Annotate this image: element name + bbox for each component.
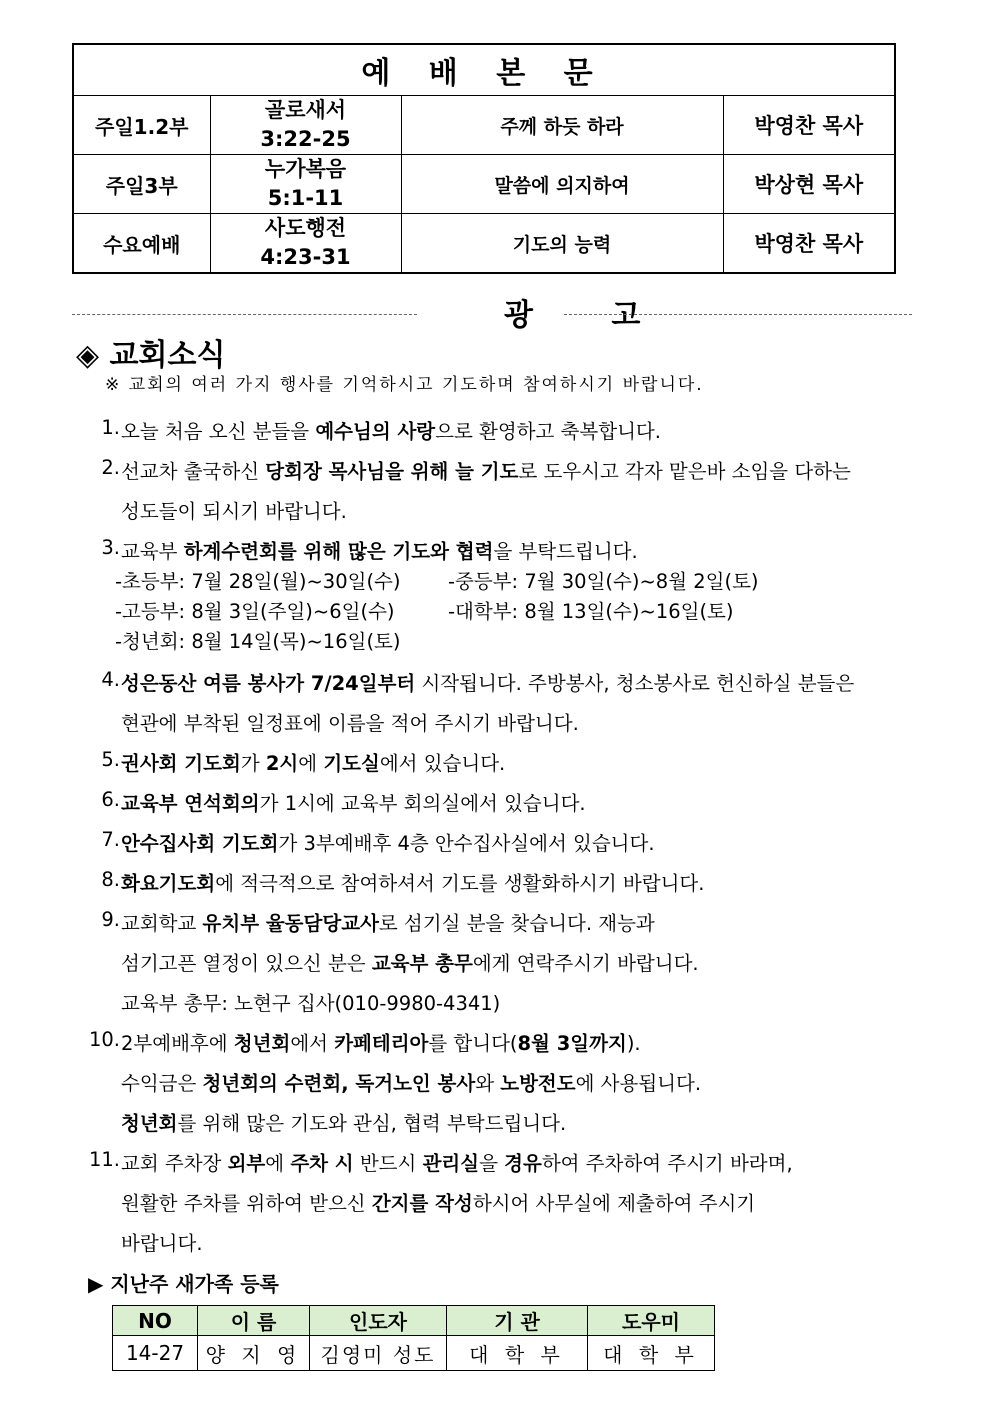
scripture-book: 누가복음 [264, 157, 347, 181]
col-header: NO [113, 1306, 198, 1336]
dashed-divider-right [564, 314, 912, 315]
scripture-ref [210, 155, 401, 214]
news-note: ※ 교회의 여러 가지 행사를 기억하시고 기도하며 참여하시기 바랍니다. [105, 375, 704, 395]
cell-helper: 대 학 부 [588, 1336, 715, 1371]
item-number: 3. [101, 536, 120, 559]
sermon-topic: 주께 하듯 하라 [401, 96, 723, 155]
item-line: 교육부 총무: 노현구 집사(010-9980-4341) [121, 992, 501, 1015]
church-news-title [76, 330, 225, 374]
item-line: 성도들이 되시기 바랍니다. [121, 500, 347, 523]
item-line: 교육부 하계수련회를 위해 많은 기도와 협력을 부탁드립니다. [121, 540, 638, 563]
service-name: 주일3부 [73, 155, 210, 214]
item-number: 8. [101, 868, 120, 891]
scripture-verse: 4:23-31 [260, 245, 351, 269]
item-line: 화요기도회에 적극적으로 참여하셔서 기도를 생활화하시기 바랍니다. [121, 872, 705, 895]
item-line: 안수집사회 기도회가 3부예배후 4층 안수집사실에서 있습니다. [121, 832, 655, 855]
col-header: 기 관 [447, 1306, 588, 1336]
item-number: 4. [101, 668, 120, 691]
schedule-line: -중등부: 7월 30일(수)~8월 2일(토) [448, 570, 759, 593]
service-name: 수요예배 [73, 214, 210, 274]
item-number: 6. [101, 788, 120, 811]
item-number: 2. [101, 456, 120, 479]
schedule-line: -대학부: 8월 13일(수)~16일(토) [448, 600, 734, 623]
item-line: 성은동산 여름 봉사가 7/24일부터 시작됩니다. 주방봉사, 청소봉사로 헌신하실 분들은 [121, 672, 855, 695]
scripture-ref [210, 214, 401, 274]
preacher: 박영찬 목사 [723, 96, 895, 155]
item-number: 11. [88, 1148, 120, 1171]
scripture-verse: 5:1-11 [267, 186, 344, 210]
item-number: 1. [101, 416, 120, 439]
diamond-icon: ◈ [76, 338, 100, 373]
item-line: 섬기고픈 열정이 있으신 분은 교육부 총무에게 연락주시기 바랍니다. [121, 952, 699, 975]
item-line: 권사회 기도회가 2시에 기도실에서 있습니다. [121, 752, 506, 775]
item-line: 교회 주차장 외부에 주차 시 반드시 관리실을 경유하여 주차하여 주시기 바라며, [121, 1152, 793, 1175]
cell-name: 양 지 영 [198, 1336, 310, 1371]
preacher: 박영찬 목사 [723, 214, 895, 274]
item-line: 선교차 출국하신 당회장 목사님을 위해 늘 기도로 도우시고 각자 맡은바 소임을 다하는 [121, 460, 851, 483]
item-line: 교회학교 유치부 율동담당교사로 섬기실 분을 찾습니다. 재능과 [121, 912, 655, 935]
sermon-topic: 기도의 능력 [401, 214, 723, 274]
item-line: 오늘 처음 오신 분들을 예수님의 사랑으로 환영하고 축복합니다. [121, 420, 661, 443]
scripture-book: 사도행전 [264, 216, 347, 240]
church-news-label: 교회소식 [109, 338, 226, 373]
new-family-header-row [113, 1306, 715, 1336]
item-line: 원활한 주차를 위하여 받으신 간지를 작성하시어 사무실에 제출하여 주시기 [121, 1192, 756, 1215]
table-row [113, 1336, 715, 1371]
item-number: 9. [101, 908, 120, 931]
item-number: 5. [101, 748, 120, 771]
scripture-book: 골로새서 [264, 98, 347, 122]
sermon-title: 예 배 본 문 [73, 44, 895, 96]
item-number: 7. [101, 828, 120, 851]
cell-dept: 대 학 부 [447, 1336, 588, 1371]
schedule-line: -고등부: 8월 3일(주일)~6일(수) [115, 600, 395, 623]
preacher: 박상현 목사 [723, 155, 895, 214]
item-line: 2부예배후에 청년회에서 카페테리아를 합니다(8월 3일까지). [121, 1032, 641, 1055]
item-line: 청년회를 위해 많은 기도와 관심, 협력 부탁드립니다. [121, 1112, 567, 1135]
sermon-table [72, 43, 896, 274]
new-family-title: ▶ 지난주 새가족 등록 [88, 1272, 279, 1296]
col-header: 인도자 [310, 1306, 447, 1336]
item-number: 10. [88, 1028, 120, 1051]
item-line: 바랍니다. [121, 1232, 203, 1255]
cell-no: 14-27 [113, 1336, 198, 1371]
col-header: 이 름 [198, 1306, 310, 1336]
scripture-ref [210, 96, 401, 155]
announcement-header [72, 290, 912, 333]
announcement-title: 광 고 [504, 298, 675, 333]
dashed-divider-left [72, 314, 417, 315]
schedule-line: -초등부: 7월 28일(월)~30일(수) [115, 570, 401, 593]
item-line: 수익금은 청년회의 수련회, 독거노인 봉사와 노방전도에 사용됩니다. [121, 1072, 702, 1095]
new-family-table [112, 1305, 715, 1371]
sermon-row [73, 96, 895, 155]
cell-guide: 김영미 성도 [310, 1336, 447, 1371]
col-header: 도우미 [588, 1306, 715, 1336]
scripture-verse: 3:22-25 [260, 127, 351, 151]
item-line: 교육부 연석회의가 1시에 교육부 회의실에서 있습니다. [121, 792, 586, 815]
service-name: 주일1.2부 [73, 96, 210, 155]
item-line: 현관에 부착된 일정표에 이름을 적어 주시기 바랍니다. [121, 712, 579, 735]
sermon-row [73, 214, 895, 274]
schedule-line: -청년회: 8월 14일(목)~16일(토) [115, 630, 401, 653]
sermon-topic: 말씀에 의지하여 [401, 155, 723, 214]
sermon-row [73, 155, 895, 214]
